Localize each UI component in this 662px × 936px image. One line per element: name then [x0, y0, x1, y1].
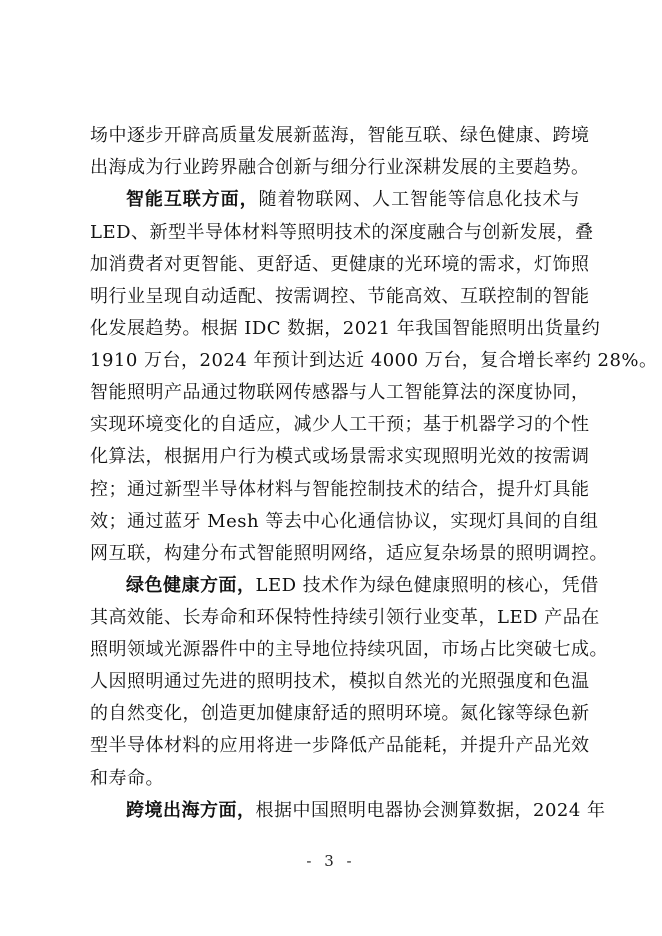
body-text-line: 出海成为行业跨界融合创新与细分行业深耕发展的主要趋势。 — [90, 157, 590, 178]
body-text-line: 智能照明产品通过物联网传感器与人工智能算法的深度协同， — [90, 382, 590, 403]
section-heading-smart-interconnection: 智能互联方面， — [126, 189, 259, 210]
section-heading-cross-border: 跨境出海方面， — [126, 800, 256, 821]
body-text-line: 网互联，构建分布式智能照明网络，适应复杂场景的照明调控。 — [90, 543, 608, 564]
paragraph-cross-border-first-line — [90, 798, 606, 824]
body-text: LED 技术作为绿色健康照明的核心，凭借 — [255, 575, 599, 596]
body-text-line: 照明领域光源器件中的主导地位持续巩固，市场占比突破七成。 — [90, 639, 608, 660]
body-text-line: 其高效能、长寿命和环保特性持续引领行业变革，LED 产品在 — [90, 607, 600, 628]
body-text-line: LED、新型半导体材料等照明技术的深度融合与创新发展，叠 — [90, 222, 594, 243]
paragraph-green-health-first-line — [90, 573, 599, 599]
paragraph-smart-interconnection-first-line — [90, 187, 580, 213]
body-text-line: 场中逐步开辟高质量发展新蓝海，智能互联、绿色健康、跨境 — [90, 125, 590, 146]
body-text-line: 1910 万台，2024 年预计到达近 4000 万台，复合增长率约 28%。 — [90, 350, 658, 371]
body-text-line: 控；通过新型半导体材料与智能控制技术的结合，提升灯具能 — [90, 479, 590, 500]
body-text-line: 效；通过蓝牙 Mesh 等去中心化通信协议，实现灯具间的自组 — [90, 511, 599, 532]
body-text-line: 实现环境变化的自适应，减少人工干预；基于机器学习的个性 — [90, 414, 590, 435]
section-heading-green-health: 绿色健康方面， — [126, 575, 256, 596]
body-text-line: 明行业呈现自动适配、按需调控、节能高效、互联控制的智能 — [90, 286, 590, 307]
body-text-line: 人因照明通过先进的照明技术，模拟自然光的光照强度和色温 — [90, 671, 590, 692]
body-text: 根据中国照明电器协会测算数据，2024 年 — [255, 800, 606, 821]
body-text-line: 和寿命。 — [90, 768, 164, 789]
page-number: - 3 - — [306, 852, 356, 870]
body-text: 随着物联网、人工智能等信息化技术与 — [258, 189, 581, 210]
body-text-line: 型半导体材料的应用将进一步降低产品能耗，并提升产品光效 — [90, 735, 590, 756]
body-text-line: 化算法，根据用户行为模式或场景需求实现照明光效的按需调 — [90, 446, 590, 467]
body-text-line: 化发展趋势。根据 IDC 数据，2021 年我国智能照明出货量约 — [90, 318, 601, 339]
body-text-line: 的自然变化，创造更加健康舒适的照明环境。氮化镓等绿色新 — [90, 703, 590, 724]
body-text-line: 加消费者对更智能、更舒适、更健康的光环境的需求，灯饰照 — [90, 254, 590, 275]
